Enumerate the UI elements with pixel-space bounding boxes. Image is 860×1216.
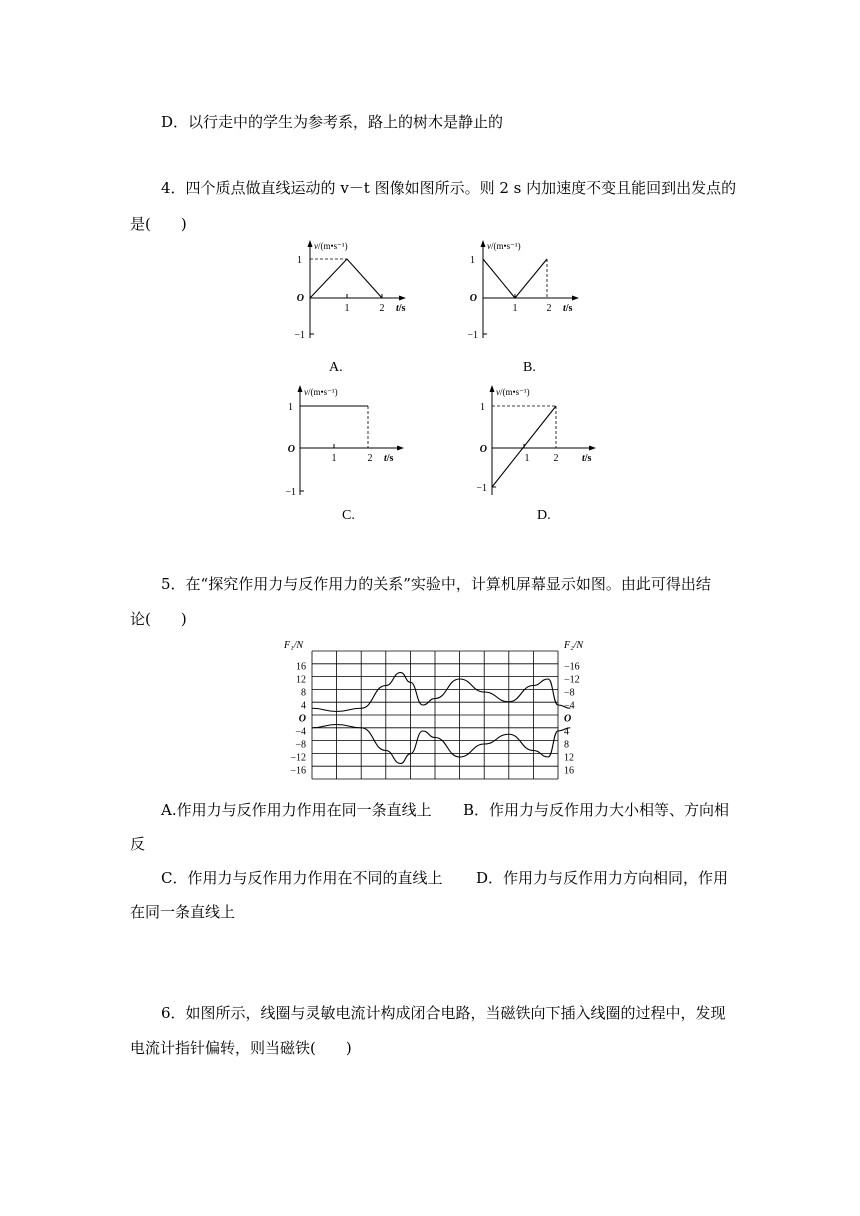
right-tick-label: O [564, 713, 572, 725]
left-tick-label: 12 [296, 674, 306, 686]
origin-label: O [287, 444, 295, 455]
f2-axis-label: F₂/N [564, 640, 584, 651]
v-label: v/(m•s⁻¹) [304, 387, 338, 397]
right-tick-label: −12 [564, 674, 580, 686]
q5-stem-line1: 5．在“探究作用力与反作用力的关系”实验中，计算机屏幕显示如图。由此可得出结 [161, 575, 711, 593]
right-tick-label: 8 [564, 739, 569, 751]
left-tick-label: 16 [296, 661, 306, 673]
tick-label-1: 1 [297, 255, 302, 266]
tick-label-t2: 2 [367, 453, 373, 464]
vt-graph-b [463, 238, 593, 348]
force-chart [280, 634, 590, 784]
left-tick-label: −8 [295, 739, 306, 751]
tick-label-t1: 1 [344, 303, 350, 314]
right-tick-label: −8 [564, 687, 575, 699]
right-tick-label: −4 [564, 700, 575, 712]
q5-option-d-line2: 在同一条直线上 [130, 903, 236, 921]
q5-stem-line2: 论( ) [130, 610, 187, 628]
caption-d: D. [537, 508, 551, 523]
tick-label-1: 1 [470, 255, 475, 266]
tick-label-t2: 2 [553, 453, 559, 464]
caption-a: A. [329, 360, 343, 375]
left-tick-label: O [298, 713, 306, 725]
origin-label: O [296, 293, 304, 304]
tick-label-neg1: −1 [294, 330, 305, 341]
vt-graph-a [290, 238, 420, 348]
tick-label-t2: 2 [379, 303, 385, 314]
tick-label-t1: 1 [524, 453, 530, 464]
f2-curve [312, 725, 570, 764]
series-line [483, 259, 547, 298]
tick-label-t1: 1 [331, 453, 337, 464]
tick-label-neg1: −1 [467, 330, 478, 341]
q5-option-d-line1: D．作用力与反作用力方向相同，作用 [476, 869, 729, 887]
q5-option-a: A.作用力与反作用力作用在同一条直线上 [161, 801, 432, 819]
f1-axis-label: F₁/N [284, 640, 304, 651]
tick-label-neg1: −1 [476, 483, 487, 494]
q6-stem-line1: 6．如图所示，线圈与灵敏电流计构成闭合电路，当磁铁向下插入线圈的过程中，发现 [161, 1004, 726, 1022]
tick-label-t2: 2 [546, 303, 552, 314]
caption-b: B. [523, 360, 536, 375]
q4-stem-line2: 是( ) [130, 215, 187, 233]
tick-label-1: 1 [288, 402, 293, 413]
caption-c: C. [342, 508, 355, 523]
left-tick-label: 4 [301, 700, 306, 712]
tick-label-t1: 1 [512, 303, 518, 314]
right-tick-label: 12 [564, 752, 574, 764]
vt-graph-c [278, 383, 418, 498]
left-tick-label: −16 [290, 765, 306, 777]
t-label: t/s [563, 303, 573, 314]
q6-stem-line2: 电流计指针偏转，则当磁铁( ) [130, 1039, 352, 1057]
tick-label-neg1: −1 [285, 487, 296, 498]
v-label: v/(m•s⁻¹) [314, 241, 348, 251]
v-label: v/(m•s⁻¹) [496, 387, 530, 397]
t-label: t/s [384, 453, 394, 464]
right-tick-label: 16 [564, 765, 574, 777]
v-label: v/(m•s⁻¹) [487, 241, 521, 251]
left-tick-label: −12 [290, 752, 306, 764]
right-tick-label: 4 [564, 726, 569, 738]
series-line [310, 259, 382, 298]
left-tick-label: 8 [301, 687, 306, 699]
q5-option-b-line1: B．作用力与反作用力大小相等、方向相 [463, 801, 730, 819]
q5-option-c: C．作用力与反作用力作用在不同的直线上 [161, 869, 443, 887]
origin-label: O [469, 293, 477, 304]
q5-option-b-line2: 反 [130, 835, 146, 853]
t-label: t/s [582, 453, 592, 464]
vt-graph-d [470, 383, 610, 498]
right-tick-label: −16 [564, 661, 580, 673]
tick-label-1: 1 [480, 402, 485, 413]
origin-label: O [479, 444, 487, 455]
left-tick-label: −4 [295, 726, 306, 738]
f1-curve [312, 673, 570, 712]
q3-option-d: D．以行走中的学生为参考系，路上的树木是静止的 [161, 113, 504, 131]
t-label: t/s [396, 303, 406, 314]
q4-stem-line1: 4．四个质点做直线运动的 v－t 图像如图所示。则 2 s 内加速度不变且能回到出发点的 [161, 179, 737, 197]
